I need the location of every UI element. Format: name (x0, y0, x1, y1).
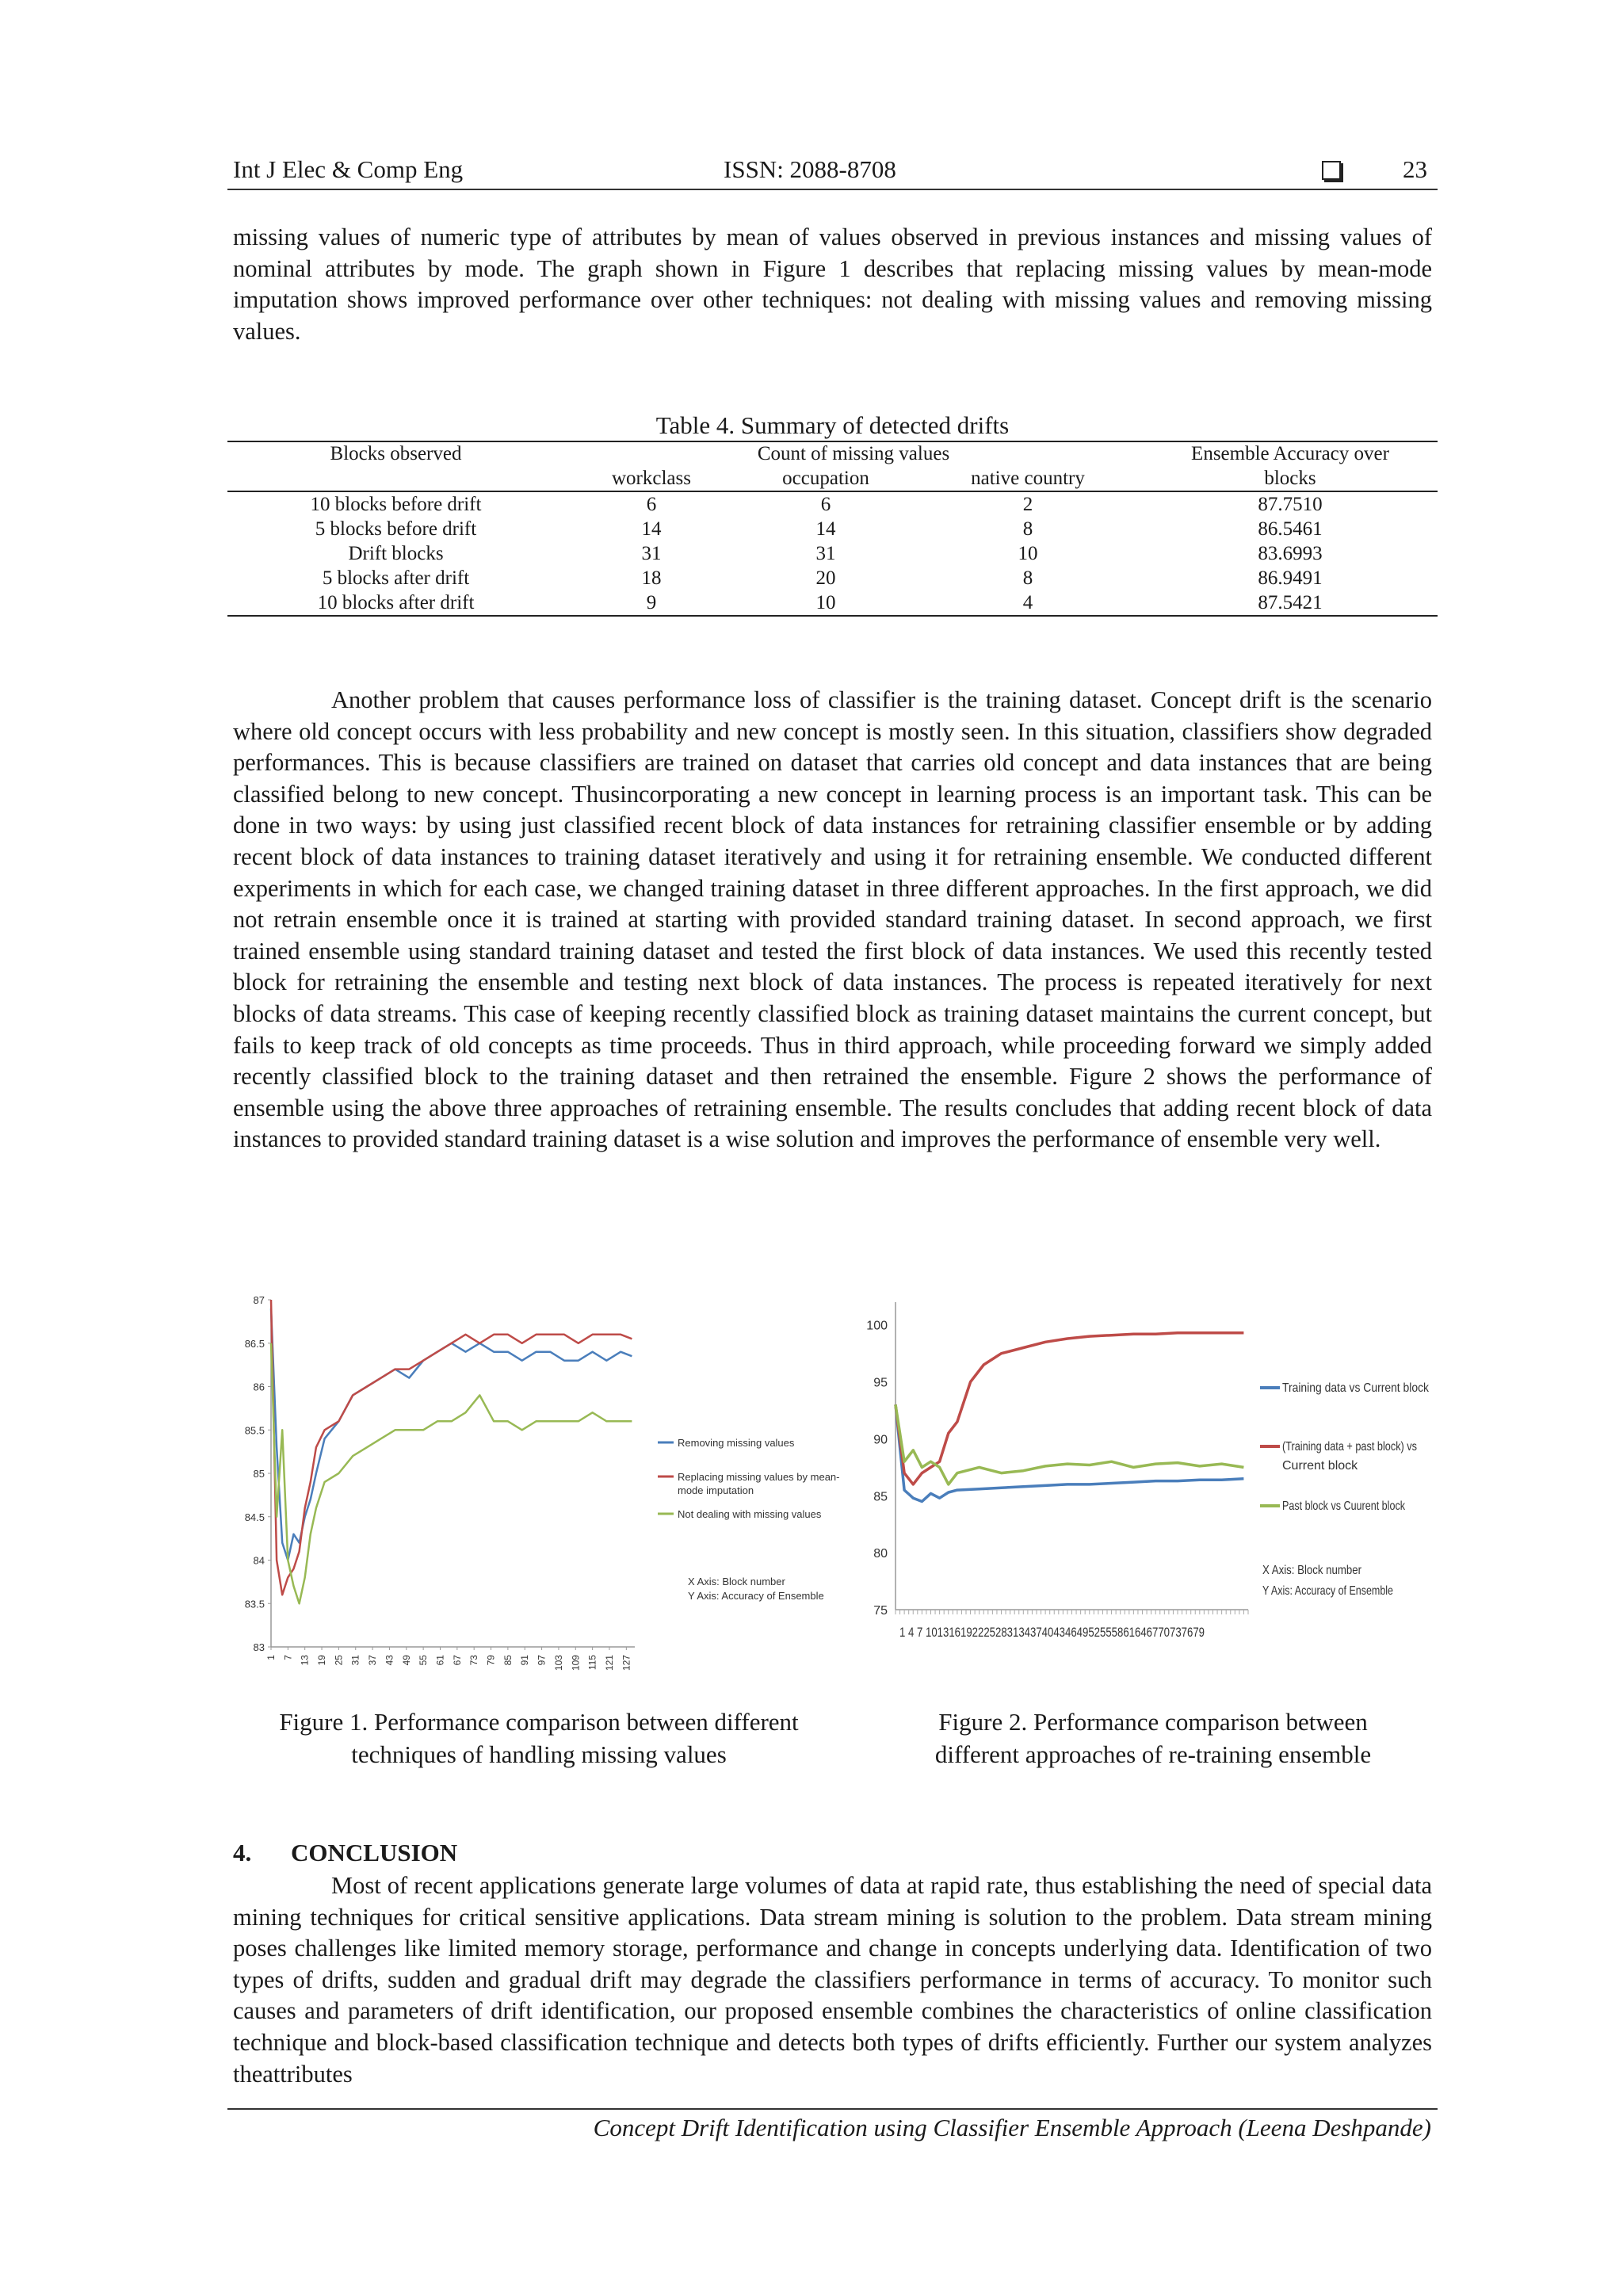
x-tick-label: 13 (299, 1655, 311, 1666)
col-ensemble-accuracy: Ensemble Accuracy over (1191, 443, 1389, 464)
y-tick-label: 86 (253, 1381, 265, 1393)
x-tick-label: 127 (621, 1655, 632, 1671)
legend-label-not-dealing: Not dealing with missing values (678, 1508, 822, 1520)
y-tick-label: 80 (873, 1547, 888, 1561)
issn: ISSN: 2088-8708 (724, 155, 896, 183)
x-tick-label: 121 (603, 1655, 615, 1671)
legend-label-training-past-2: Current block (1282, 1459, 1358, 1473)
table-subheader-row (227, 466, 1438, 491)
x-tick-label: 31 (349, 1655, 361, 1666)
x-tick-labels: 1 4 7 101316192225283134374043464952555861646770737679 (899, 1625, 1205, 1640)
page-number: 23 (1403, 155, 1427, 183)
figure-1-caption (238, 1706, 840, 1771)
col-native-country: native country (971, 468, 1085, 489)
x-tick-label: 67 (451, 1655, 463, 1666)
cell-workclass: 14 (641, 518, 662, 540)
col-workclass: workclass (612, 468, 691, 489)
figure-1-caption-line-1: Figure 1. Performance comparison between different (279, 1708, 799, 1736)
col-blocks-observed: Blocks observed (330, 443, 462, 464)
cell-workclass: 9 (646, 592, 657, 613)
y-tick-label: 86.5 (244, 1337, 265, 1350)
cell-native: 4 (1022, 592, 1033, 613)
legend-label-training-past-1: (Training data + past block) vs (1282, 1440, 1417, 1454)
legend-label-training: Training data vs Current block (1282, 1381, 1430, 1395)
x-tick-label: 55 (418, 1655, 430, 1666)
table-row (227, 590, 1438, 616)
legend-label-replacing-1: Replacing missing values by mean- (678, 1471, 840, 1483)
body-paragraph-3: Most of recent applications generate large volumes of data at rapid rate, thus establishing the need of special data mining techniques for critical sensitive applications. Data stream mining is solution to the problem. Data stream mining poses challenges like limited memory storage, performance and change in concepts underlying data. Identification of two types of drifts, sudden and gradual drift may degrade the classifiers performance in terms of accuracy. To monitor such causes and parameters of drift identification, our proposed ensemble combines the characteristics of online classification technique and block-based classification technique and detects both types of drifts efficiently. Further our system analyzes theattributes (233, 1872, 1432, 2088)
series-line-2 (896, 1333, 1243, 1484)
section-number: 4. (233, 1839, 252, 1866)
col-count-missing: Count of missing values (757, 443, 950, 464)
y-tick-label: 83 (253, 1641, 265, 1653)
x-tick-label: 91 (519, 1655, 531, 1666)
y-tick-label: 85 (253, 1468, 265, 1480)
axis-note-y-2: Y Axis: Accuracy of Ensemble (1262, 1584, 1394, 1598)
cell-accuracy: 83.6993 (1258, 543, 1323, 564)
x-tick-label: 25 (333, 1655, 345, 1666)
y-tick-label: 90 (873, 1433, 888, 1447)
series-line-3 (896, 1404, 1243, 1484)
running-footer: Concept Drift Identification using Classifier Ensemble Approach (Leena Deshpande) (593, 2114, 1431, 2141)
y-tick-label: 85 (873, 1490, 888, 1504)
figure-2-legend (1260, 1381, 1430, 1598)
table-row (227, 566, 1438, 590)
x-tick-label: 7 (282, 1655, 294, 1660)
cell-native: 8 (1022, 518, 1033, 540)
x-tick-label: 109 (570, 1655, 582, 1671)
figure-2-chart (856, 1296, 1442, 1668)
x-tick-label: 19 (316, 1655, 328, 1666)
cell-native: 2 (1022, 494, 1033, 515)
cell-accuracy: 87.5421 (1258, 592, 1323, 613)
x-tick-label: 49 (400, 1655, 412, 1666)
y-tick-label: 75 (873, 1604, 888, 1618)
cell-native: 10 (1018, 543, 1038, 564)
series-line-2 (271, 1300, 632, 1595)
cell-block: 10 blocks before drift (310, 494, 482, 515)
cell-occupation: 14 (815, 518, 836, 540)
series-line-3 (271, 1343, 632, 1604)
cell-accuracy: 86.9491 (1258, 567, 1323, 589)
x-tick-label: 73 (468, 1655, 480, 1666)
col-ensemble-accuracy-2: blocks (1264, 468, 1316, 489)
y-tick-label: 83.5 (244, 1598, 265, 1610)
table-header-row (227, 441, 1438, 466)
header-rule (227, 189, 1438, 190)
legend-label-replacing-2: mode imputation (678, 1484, 754, 1496)
cell-block: 5 blocks before drift (315, 518, 477, 540)
drift-summary-table (227, 441, 1438, 617)
body-paragraph-1: missing values of numeric type of attributes by mean of values observed in previous instances and missing values of nominal attributes by mode. The graph shown in Figure 1 describes that replacing missing values by mean-mode imputation shows improved performance over other techniques: not dealing with missing values and removing missing values. (233, 223, 1432, 345)
figure-2-caption-line-2: different approaches of re-training ensemble (934, 1740, 1372, 1768)
series-line-1 (271, 1308, 632, 1561)
x-tick-label: 1 (265, 1655, 277, 1660)
y-tick-label: 87 (253, 1294, 265, 1306)
col-occupation: occupation (782, 468, 869, 489)
figure-1-chart (234, 1290, 868, 1679)
cell-workclass: 18 (641, 567, 662, 589)
journal-name: Int J Elec & Comp Eng (233, 155, 464, 183)
axis-note-x-2: X Axis: Block number (1262, 1564, 1362, 1577)
table-row (227, 491, 1438, 517)
legend-label-past: Past block vs Cuurent block (1282, 1499, 1406, 1513)
cell-accuracy: 86.5461 (1258, 518, 1323, 540)
cell-block: 10 blocks after drift (317, 592, 475, 613)
figure-1-caption-line-2: techniques of handling missing values (351, 1740, 727, 1768)
x-tick-label: 97 (536, 1655, 548, 1666)
y-tick-label: 84.5 (244, 1511, 265, 1523)
table-row (227, 517, 1438, 541)
x-tick-label: 37 (367, 1655, 379, 1666)
x-tick-label: 103 (552, 1655, 564, 1671)
cell-native: 8 (1022, 567, 1033, 589)
table-row (227, 541, 1438, 566)
axis-note-y: Y Axis: Accuracy of Ensemble (688, 1590, 824, 1602)
axis-note-x: X Axis: Block number (688, 1576, 785, 1587)
cell-workclass: 6 (646, 494, 657, 515)
y-tick-label: 95 (873, 1376, 888, 1390)
figure-2-caption-line-1: Figure 2. Performance comparison between (938, 1708, 1368, 1736)
x-tick-label: 79 (485, 1655, 497, 1666)
cell-accuracy: 87.7510 (1258, 494, 1323, 515)
x-tick-label: 115 (586, 1655, 598, 1671)
table-caption: Table 4. Summary of detected drifts (655, 411, 1010, 439)
square-bullet-icon (1322, 161, 1341, 180)
series-line-1 (896, 1404, 1243, 1501)
cell-occupation: 20 (815, 567, 836, 589)
cell-block: Drift blocks (348, 543, 444, 564)
body-paragraph-2: Another problem that causes performance loss of classifier is the training dataset. Concept drift is the scenario where old concept occurs with less probability and new concept is mostly seen. In this situation, classifiers show degraded performances. This is because classifiers are trained on dataset that carries old concept and data instances that are being classified belong to new concept. Thusincorporating a new concept in learning process is an important task. This can be done in two ways: by using just classified recent block of data instances for retraining classifier ensemble or by adding recent block of data instances to training dataset iteratively and using it for retraining ensemble. We conducted different experiments in which for each case, we changed training dataset in three different approaches. In the first approach, we did not retrain ensemble once it is trained at starting with provided standard training dataset. In second approach, we first trained ensemble using standard training dataset and tested the first block of data instances. We used this recently tested block for retraining the ensemble and testing next block of data instances. The process is repeated iteratively for next blocks of data streams. This case of keeping recently classified block as training dataset maintains the current concept, but fails to keep track of old concepts as time proceeds. Thus in third approach, while proceeding forward we simply added recently classified block to the training dataset and then retrained the ensemble. Figure 2 shows the performance of ensemble using the above three approaches of retraining ensemble. The results concludes that adding recent block of data instances to provided standard training dataset is a wise solution and improves the performance of ensemble very well. (233, 686, 1432, 1153)
figure-1-legend (658, 1437, 839, 1602)
cell-occupation: 10 (815, 592, 836, 613)
cell-occupation: 6 (820, 494, 831, 515)
footer-rule (227, 2108, 1438, 2110)
y-tick-label: 100 (866, 1319, 888, 1333)
x-tick-label: 61 (434, 1655, 446, 1666)
section-title: CONCLUSION (291, 1839, 458, 1866)
y-tick-label: 85.5 (244, 1424, 265, 1437)
x-tick-label: 85 (502, 1655, 514, 1666)
x-tick-label: 43 (384, 1655, 395, 1666)
cell-block: 5 blocks after drift (322, 567, 470, 589)
legend-label-removing: Removing missing values (678, 1437, 795, 1449)
y-tick-label: 84 (253, 1554, 265, 1567)
cell-occupation: 31 (815, 543, 836, 564)
figure-2-caption (896, 1706, 1411, 1771)
cell-workclass: 31 (641, 543, 662, 564)
